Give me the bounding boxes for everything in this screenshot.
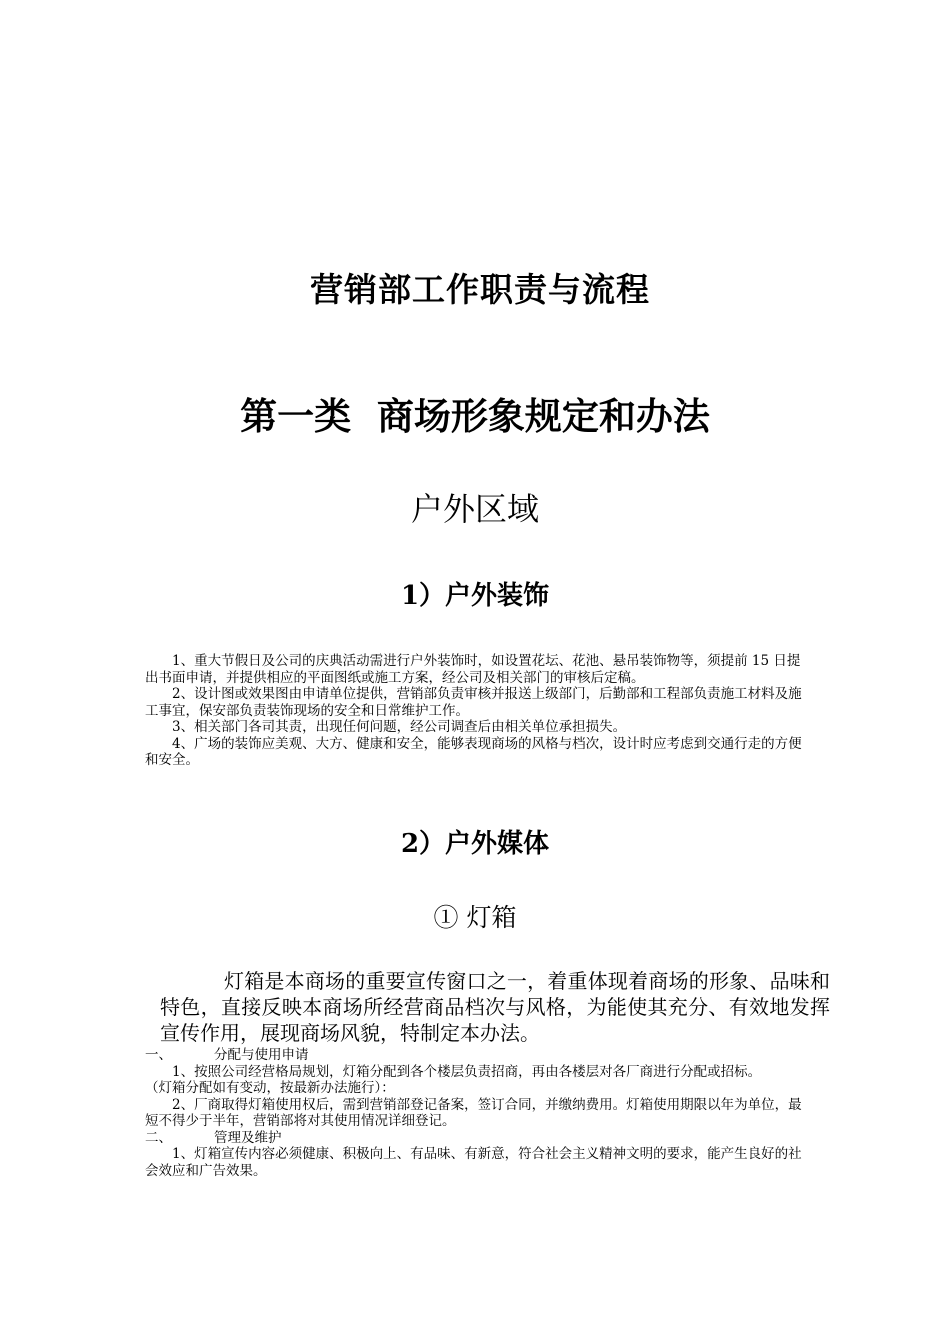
paragraph-note: （灯箱分配如有变动，按最新办法施行）： xyxy=(145,1080,395,1096)
paragraph: 3、相关部门各司其责，出现任何问题，经公司调查后由相关单位承担损失。 xyxy=(172,719,627,735)
section-heading-outdoor-decoration: 1）户外装饰 xyxy=(400,581,550,611)
category-heading: 第一类 商场形象规定和办法 xyxy=(240,394,710,438)
paragraph: 1、灯箱宣传内容必须健康、积极向上、有品味、有新意，符合社会主义精神文明的要求，能产生良好的社会效应和广告效果。 xyxy=(145,1146,802,1179)
lightbox-body xyxy=(145,1047,813,1179)
heading-title: 管理及维护 xyxy=(214,1129,282,1146)
document-title: 营销部工作职责与流程 xyxy=(310,270,650,309)
numbered-heading xyxy=(145,1047,813,1064)
lightbox-intro xyxy=(160,968,830,1046)
paragraph: 2、设计图或效果图由申请单位提供，营销部负责审核并报送上级部门，后勤部和工程部负责施工材料及施工事宜，保安部负责装饰现场的安全和日常维护工作。 xyxy=(145,686,802,719)
heading-title: 分配与使用申请 xyxy=(214,1047,309,1063)
heading-number: 二、 xyxy=(145,1129,172,1146)
numbered-heading xyxy=(145,1130,813,1147)
intro-paragraph: 灯箱是本商场的重要宣传窗口之一，着重体现着商场的形象、品味和特色，直接反映本商场所经营商品档次与风格，为能使其充分、有效地发挥宣传作用，展现商场风貌，特制定本办法。 xyxy=(160,969,830,1045)
paragraph: 1、按照公司经营格局规划，灯箱分配到各个楼层负责招商，再由各楼层对各厂商进行分配或招标。 xyxy=(172,1063,762,1080)
heading-number: 一、 xyxy=(145,1047,172,1063)
paragraph: 2、厂商取得灯箱使用权后，需到营销部登记备案，签订合同，并缴纳费用。灯箱使用期限以年为单位，最短不得少于半年，营销部将对其使用情况详细登记。 xyxy=(145,1096,802,1129)
subheading-lightbox: ① 灯箱 xyxy=(433,903,517,932)
paragraph: 4、广场的装饰应美观、大方、健康和安全，能够表现商场的风格与档次，设计时应考虑到交通行走的方便和安全。 xyxy=(145,735,802,768)
outdoor-decoration-body xyxy=(145,653,813,769)
area-heading: 户外区域 xyxy=(410,490,539,528)
paragraph: 1、重大节假日及公司的庆典活动需进行户外装饰时，如设置花坛、花池、悬吊装饰物等，须提前 15 日提出书面申请，并提供相应的平面图纸或施工方案，经公司及相关部门的审核后定稿。 xyxy=(145,653,801,686)
section-heading-outdoor-media: 2）户外媒体 xyxy=(400,829,550,859)
